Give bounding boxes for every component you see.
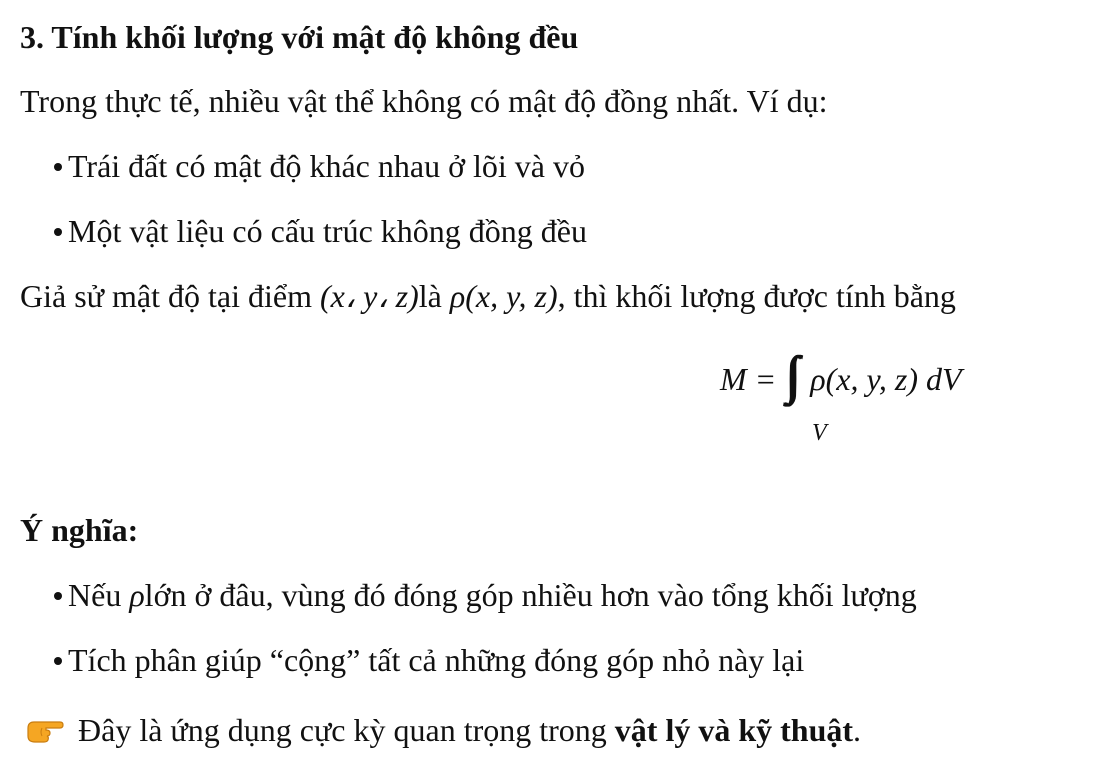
section-heading: 3. Tính khối lượng với mật độ không đều: [20, 19, 579, 55]
meaning-title: Ý nghĩa:: [20, 512, 139, 548]
list-item: Trái đất có mật độ khác nhau ở lõi và vỏ: [54, 146, 585, 186]
emphasis-text: vật lý và kỹ thuật: [614, 712, 854, 748]
density-expression: ρ(x, y, z): [449, 278, 558, 314]
bullet-icon: [54, 657, 62, 665]
intro-text: Trong thực tế, nhiều vật thể không có mật độ đồng nhất. Ví dụ:: [20, 83, 828, 119]
bullet-icon: [54, 228, 62, 236]
mass-formula: M = ρ(x, y, z) dV: [720, 361, 962, 397]
list-item: Một vật liệu có cấu trúc không đồng đều: [54, 211, 587, 251]
assumption-text: Giả sử mật độ tại điểm (x، y، z)là ρ(x, y, z), thì khối lượng được tính bằng: [20, 278, 956, 314]
pointing-hand-icon: [26, 716, 64, 746]
bullet-icon: [54, 163, 62, 171]
conclusion-text: Đây là ứng dụng cực kỳ quan trọng trong vật lý và kỹ thuật.: [26, 710, 861, 750]
integral-domain: V: [812, 420, 827, 446]
list-item: Tích phân giúp “cộng” tất cả những đóng góp nhỏ này lại: [54, 640, 804, 680]
point-expression: (x، y، z): [319, 278, 419, 314]
bullet-icon: [54, 592, 62, 600]
list-item: Nếu ρlớn ở đâu, vùng đó đóng góp nhiều hơn vào tổng khối lượng: [54, 575, 917, 615]
